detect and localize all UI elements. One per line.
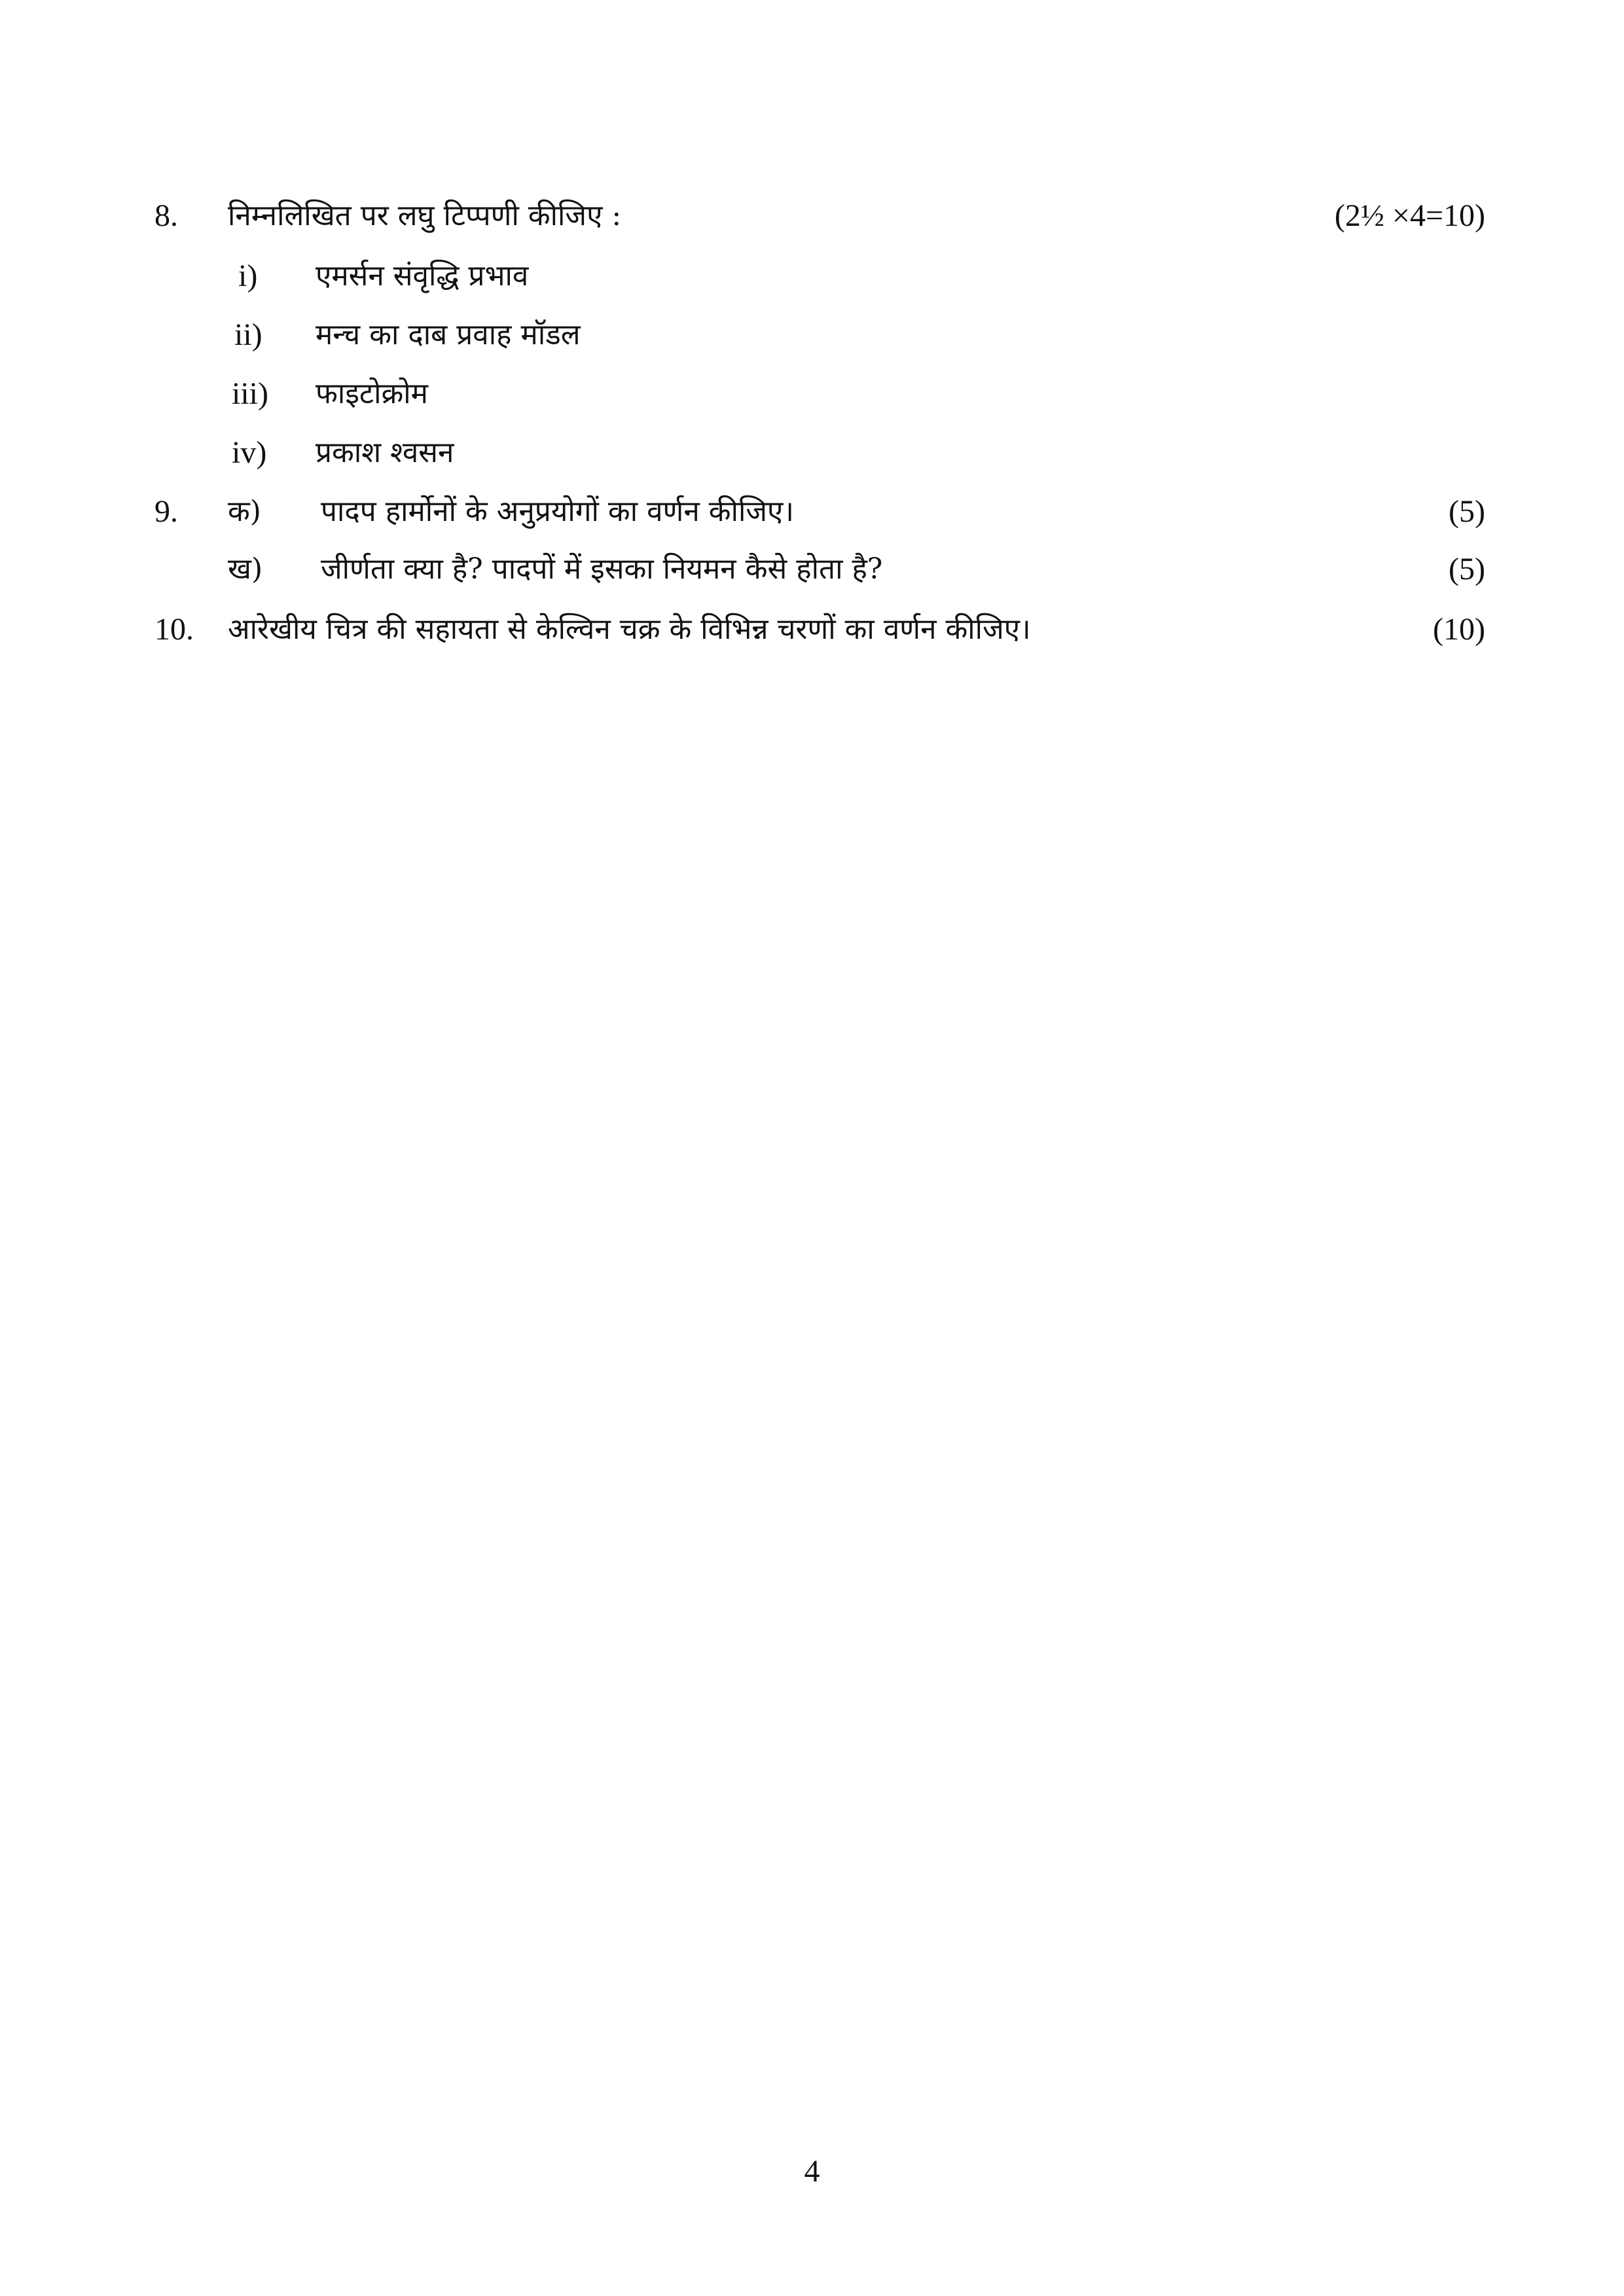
question-number: 9. — [154, 494, 178, 529]
item-label: ii) — [234, 317, 262, 352]
part-text: पादप हार्मोनों के अनुप्रयोगों का वर्णन कीजिए। — [321, 495, 795, 528]
part-text: जीर्णता क्या है? पादपों में इसका नियमन कैसे होता है? — [321, 552, 883, 586]
page-number: 4 — [804, 2154, 820, 2189]
part-label: क) — [228, 495, 261, 528]
part-label: ख) — [228, 552, 263, 586]
question-text: निम्नलिखित पर लघु टिप्पणी कीजिए : — [228, 199, 622, 232]
question-8-item-3 — [0, 368, 1624, 420]
item-label: iv) — [232, 435, 267, 470]
item-label: iii) — [232, 376, 268, 411]
question-9-part-a — [0, 486, 1624, 538]
question-text: आरेखीय चित्र की सहायता से केल्विन चक्र के विभिन्न चरणों का वर्णन कीजिए। — [228, 613, 1031, 646]
question-8 — [0, 190, 1624, 242]
question-8-item-1 — [0, 250, 1624, 302]
question-number: 8. — [154, 198, 178, 233]
item-text: मन्च का दाब प्रवाह मॉडल — [316, 318, 581, 351]
question-number: 10. — [154, 612, 194, 647]
item-text: फाइटोक्रोम — [316, 377, 428, 410]
item-text: प्रकाश श्वसन — [316, 436, 454, 469]
item-text: एमर्सन संवृद्धि प्रभाव — [316, 259, 529, 293]
question-9-part-b — [0, 543, 1624, 596]
question-8-item-2 — [0, 309, 1624, 361]
question-marks: (2½ ×4=10) — [1334, 198, 1485, 233]
item-label: i) — [238, 259, 258, 293]
question-marks: (10) — [1433, 612, 1485, 647]
question-10 — [0, 603, 1624, 656]
part-marks: (5) — [1449, 552, 1485, 586]
question-8-item-4 — [0, 427, 1624, 479]
part-marks: (5) — [1449, 494, 1485, 529]
